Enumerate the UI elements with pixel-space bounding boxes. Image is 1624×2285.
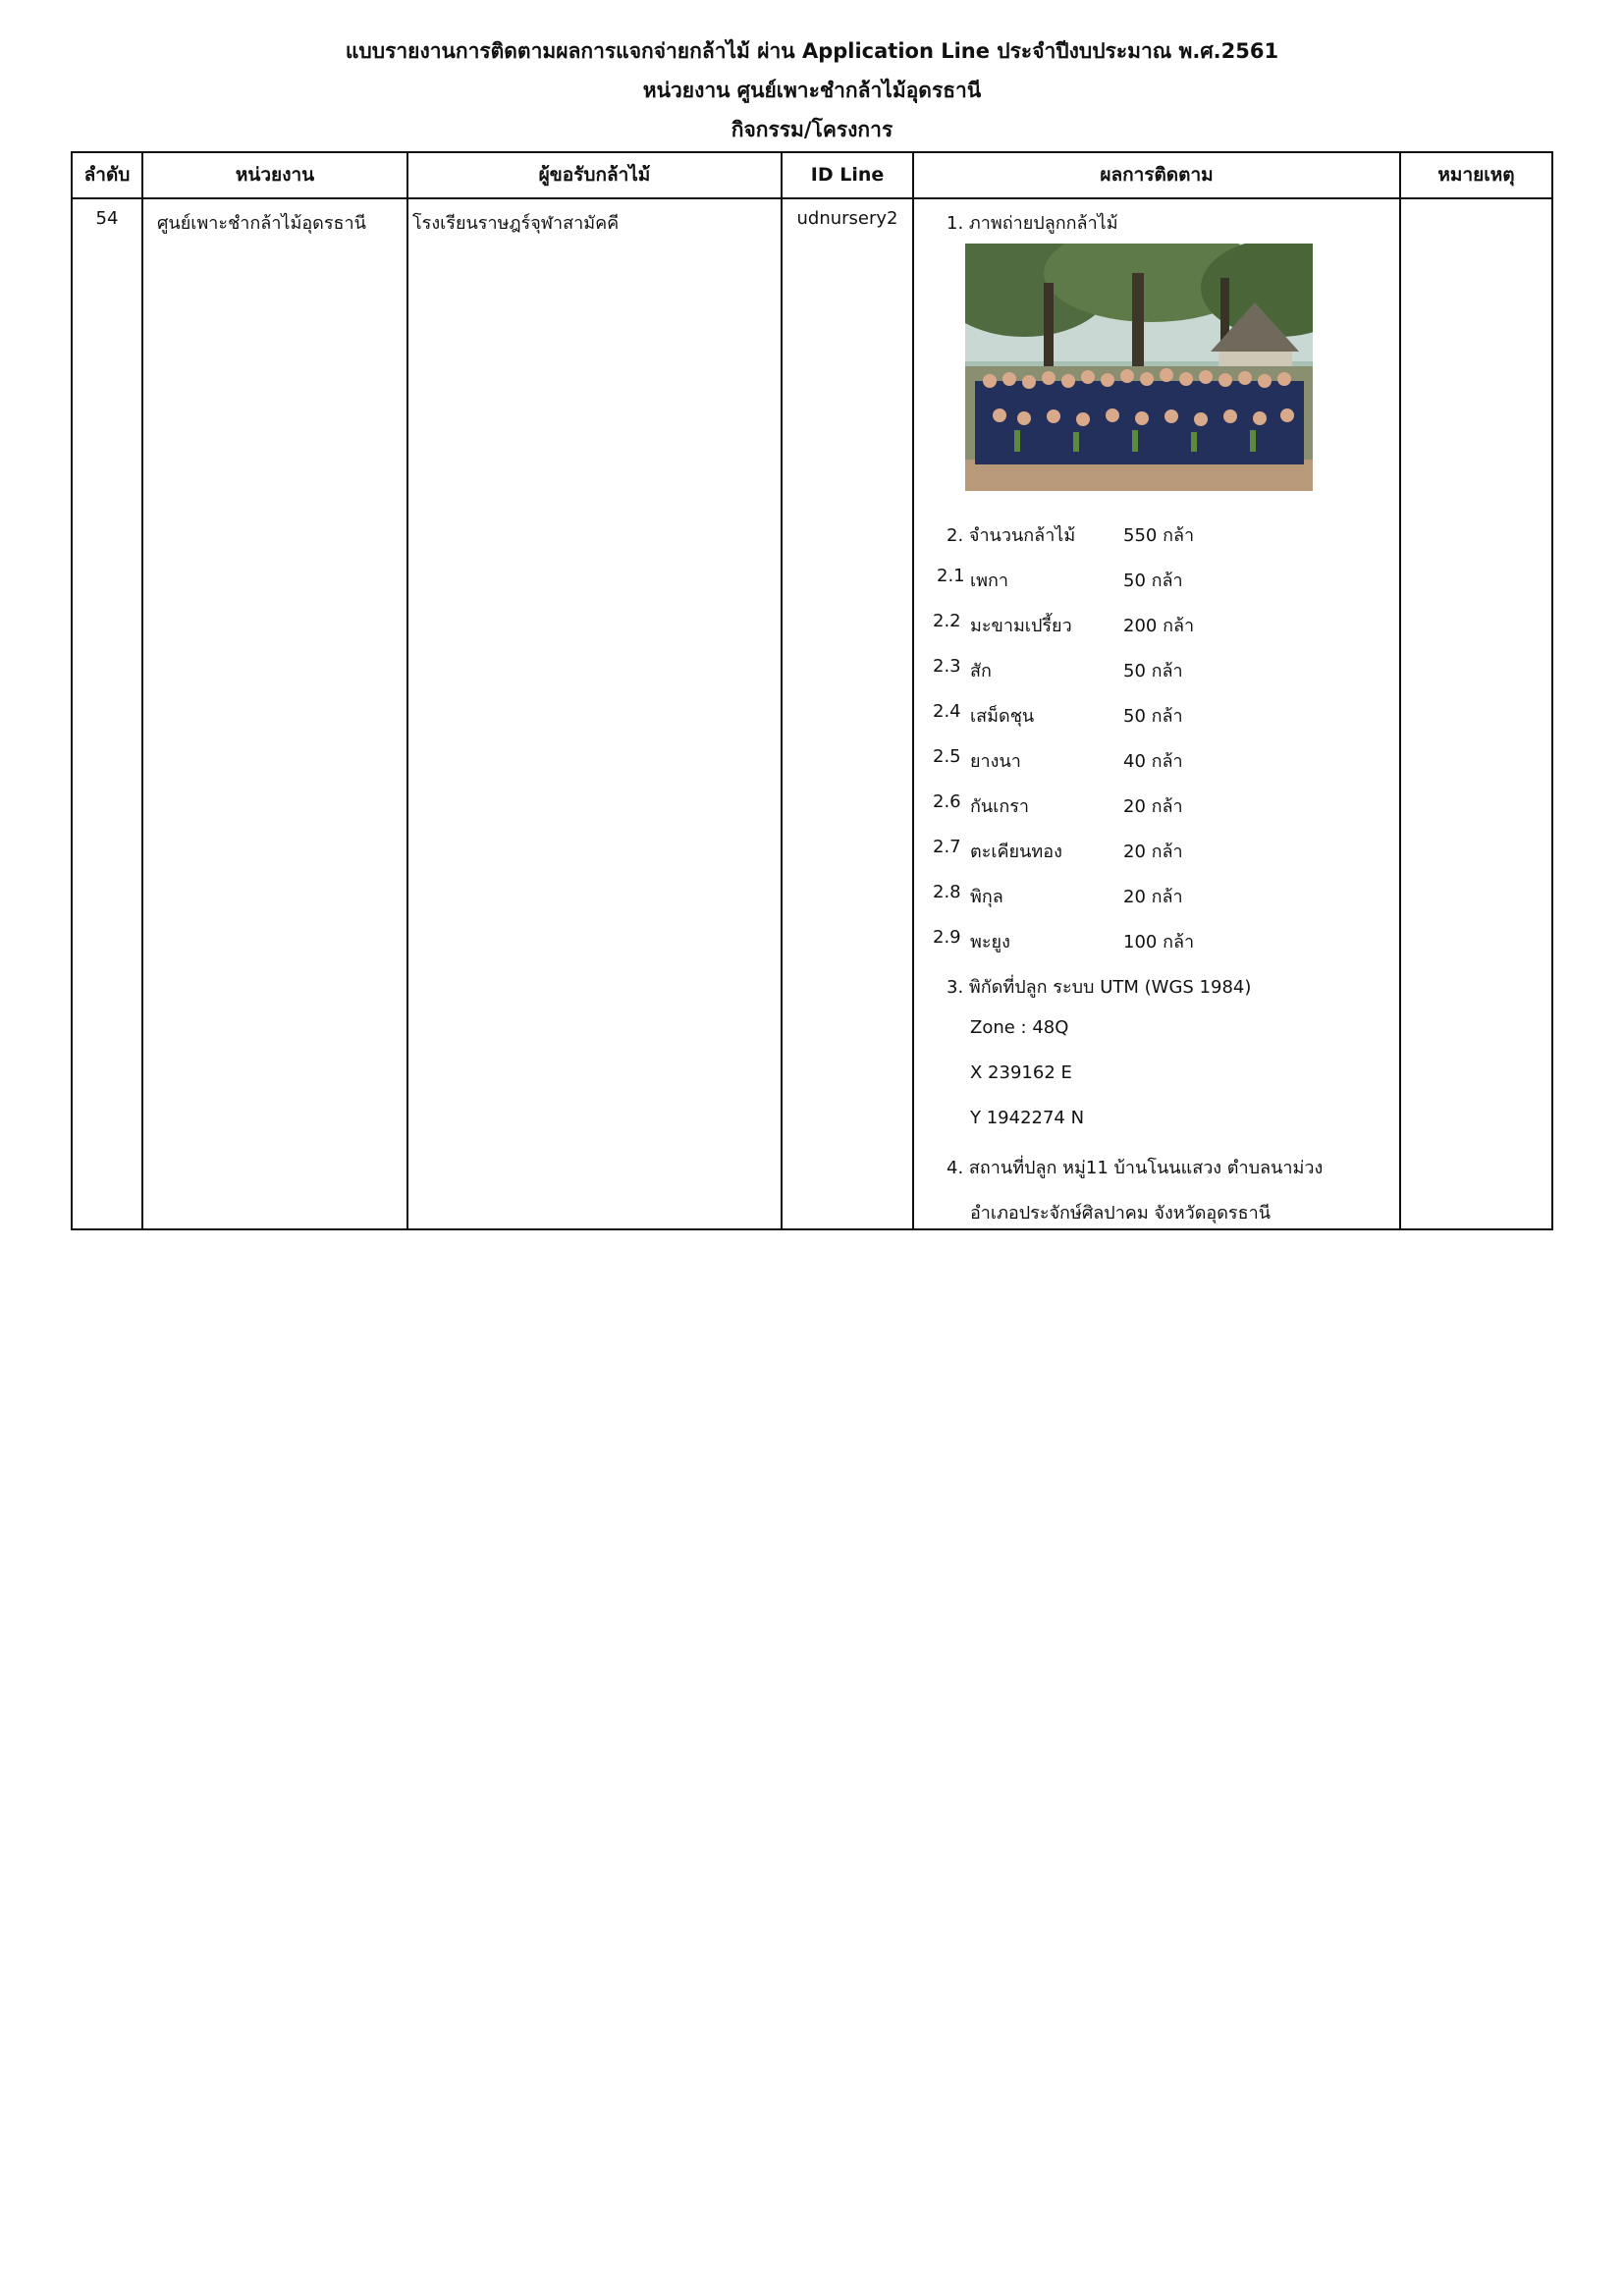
species-qty: 20 กล้า (1123, 796, 1183, 817)
species-num: 2.2 (933, 611, 961, 631)
report-agency: หน่วยงาน ศูนย์เพาะชำกล้าไม้อุดรธานี (642, 79, 982, 102)
report-activity: กิจกรรม/โครงการ (731, 118, 893, 141)
row-id-line: udnursery2 (796, 208, 898, 229)
header-id-line: ID Line (810, 164, 885, 186)
species-qty: 40 กล้า (1123, 751, 1183, 772)
utm-zone: Zone : 48Q (970, 1017, 1069, 1038)
header-order: ลำดับ (83, 164, 131, 186)
species-name: เสม็ดชุน (970, 706, 1035, 727)
species-name: เพกา (970, 571, 1009, 591)
species-num: 2.1 (937, 566, 965, 586)
species-num: 2.5 (933, 746, 961, 767)
planting-photo (965, 244, 1313, 491)
species-num: 2.7 (933, 837, 961, 857)
species-name: ตะเคียนทอง (970, 842, 1062, 862)
result-item-location: 4. สถานที่ปลูก หมู่11 บ้านโนนแสวง ตำบลนาม่วง (947, 1158, 1324, 1178)
species-num: 2.6 (933, 791, 961, 812)
species-name: มะขามเปรี้ยว (970, 616, 1072, 636)
result-item-quantity-value: 550 กล้า (1123, 525, 1195, 546)
species-num: 2.9 (933, 927, 961, 948)
species-num: 2.4 (933, 701, 961, 722)
row-order: 54 (95, 208, 119, 229)
species-qty: 20 กล้า (1123, 887, 1183, 907)
result-item-location-cont: อำเภอประจักษ์ศิลปาคม จังหวัดอุดรธานี (970, 1203, 1271, 1224)
report-title: แบบรายงานการติดตามผลการแจกจ่ายกล้าไม้ ผ่าน Application Line ประจำปีงบประมาณ พ.ศ.2561 (345, 39, 1279, 63)
species-name: กันเกรา (970, 796, 1030, 817)
header-result: ผลการติดตาม (1100, 164, 1214, 186)
species-qty: 200 กล้า (1123, 616, 1195, 636)
species-qty: 50 กล้า (1123, 661, 1183, 681)
row-agency: ศูนย์เพาะชำกล้าไม้อุดรธานี (157, 213, 366, 234)
species-qty: 50 กล้า (1123, 706, 1183, 727)
header-agency: หน่วยงาน (235, 164, 315, 186)
result-item-photo: 1. ภาพถ่ายปลูกกล้าไม้ (947, 213, 1118, 234)
species-num: 2.3 (933, 656, 961, 677)
species-name: ยางนา (970, 751, 1021, 772)
header-recipient: ผู้ขอรับกล้าไม้ (538, 164, 651, 186)
species-num: 2.8 (933, 882, 961, 902)
row-recipient: โรงเรียนราษฎร์จุฬาสามัคคี (412, 213, 620, 234)
species-qty: 50 กล้า (1123, 571, 1183, 591)
result-item-coordinates: 3. พิกัดที่ปลูก ระบบ UTM (WGS 1984) (947, 977, 1252, 998)
report-table (71, 151, 1553, 1230)
header-remark: หมายเหตุ (1437, 164, 1515, 186)
species-name: พิกุล (970, 887, 1003, 907)
species-name: พะยูง (970, 932, 1010, 952)
utm-y: Y 1942274 N (970, 1108, 1085, 1128)
species-qty: 20 กล้า (1123, 842, 1183, 862)
species-name: สัก (970, 661, 992, 681)
species-qty: 100 กล้า (1123, 932, 1195, 952)
result-item-quantity-label: 2. จำนวนกล้าไม้ (947, 525, 1076, 546)
utm-x: X 239162 E (970, 1062, 1072, 1083)
